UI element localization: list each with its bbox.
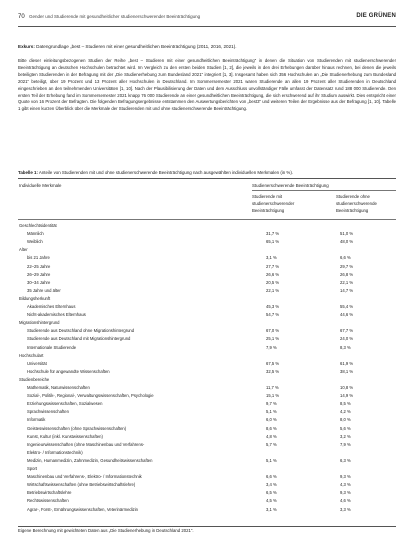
table-row (18, 287, 396, 294)
brand-logo-text: DIE GRÜNEN (356, 13, 396, 19)
row-label: Ingenieurwissenschaften (ohne Maschinenbau und Verfahrens- (27, 441, 145, 447)
table-row (18, 408, 396, 415)
cell-without-impairment: 61,9 % (340, 360, 354, 366)
row-group-label: Studienbereiche (19, 376, 50, 382)
cell-without-impairment: 38,1 % (340, 368, 354, 374)
cell-without-impairment: 67,7 % (340, 328, 354, 334)
cell-with-impairment: 5,1 % (266, 409, 277, 415)
row-label: Wirtschaftswissenschaften (ohne Betriebswirtschaftslehre) (27, 482, 136, 488)
column-header-with-impairment: Studierende mit studienerschwerender Beeinträchtigung (252, 194, 295, 213)
table-row (18, 481, 396, 488)
exkurs-heading (18, 43, 396, 50)
table-row (18, 352, 396, 359)
row-label: Internationale Studierende (27, 344, 77, 350)
table-row (18, 425, 396, 432)
cell-without-impairment: 55,4 % (340, 304, 354, 309)
table-caption-text: Anteile von Studierenden mit und ohne studienerschwerende Beeinträchtigung nach ausgewählten individuellen Merkmalen (in %). (38, 170, 294, 175)
row-group-label: Geschlechtsidentität (19, 223, 57, 228)
row-label: Studierende aus Deutschland ohne Migrationshintergrund (27, 328, 135, 334)
cell-with-impairment: 65,1 % (266, 239, 280, 245)
table-row (18, 376, 396, 383)
row-label: Mathematik, Naturwissenschaften (27, 385, 90, 390)
cell-with-impairment: 3,1 % (266, 506, 277, 512)
cell-with-impairment: 9,7 % (266, 401, 277, 407)
cell-with-impairment: 3,1 % (266, 255, 277, 261)
cell-without-impairment: 48,0 % (340, 239, 354, 245)
row-group-label: Alter (19, 247, 28, 253)
cell-with-impairment: 31,7 % (266, 231, 280, 237)
row-label: Universität (27, 360, 47, 366)
table-row (18, 222, 396, 229)
cell-without-impairment: 9,3 % (340, 490, 351, 496)
row-label: Studierende aus Deutschland mit Migrationshintergrund (27, 336, 131, 342)
cell-without-impairment: 9,3 % (340, 474, 351, 480)
cell-without-impairment: 3,3 % (340, 506, 351, 512)
row-label: Akademisches Elternhaus (27, 304, 76, 309)
cell-with-impairment: 67,0 % (266, 328, 280, 334)
cell-without-impairment: 29,7 % (340, 263, 354, 269)
cell-with-impairment: 22,1 % (266, 287, 280, 293)
table-row (18, 295, 396, 302)
table-row (18, 392, 396, 399)
table-row (18, 254, 396, 261)
table-row (18, 433, 396, 440)
row-label: 30–34 Jahre (27, 279, 51, 285)
header-rule (18, 26, 396, 27)
table-row (18, 344, 396, 351)
table-row (18, 279, 396, 286)
column-header-without-impairment: Studierende ohne studienerschwerende Beeinträchtigung (336, 194, 377, 213)
cell-without-impairment: 3,2 % (340, 433, 351, 439)
row-label: Geisteswissenschaften (ohne Sprachwissenschaften) (27, 425, 127, 431)
cell-without-impairment: 22,1 % (340, 279, 354, 285)
row-label: 26–29 Jahre (27, 271, 51, 277)
cell-without-impairment: 6,6 % (340, 255, 351, 261)
table-row (18, 335, 396, 342)
cell-without-impairment: 44,6 % (340, 312, 354, 318)
cell-with-impairment: 26,6 % (266, 271, 280, 277)
table-row (18, 506, 396, 513)
table-row (18, 303, 396, 310)
row-label: Erziehungswissenschaften, Sozialwesen (27, 401, 103, 407)
cell-with-impairment: 27,7 % (266, 263, 280, 269)
exkurs-label: Exkurs: (18, 44, 35, 49)
page-number: 70 (18, 14, 25, 20)
table-caption (18, 170, 396, 176)
cell-without-impairment: 8,5 % (340, 401, 351, 407)
row-label: Nicht-akademisches Elternhaus (27, 312, 86, 318)
exkurs-text: Datengrundlage „best – Studieren mit einer gesundheitlichen Beeinträchtigung (2011, 2016, 2021). (36, 44, 237, 49)
running-title: Gender und Studierende mit gesundheitlicher studienerschwerender Beeinträchtigung (29, 14, 201, 19)
column-group-header: Studienerschwerende Beeinträchtigung (252, 183, 329, 188)
table-row (18, 311, 396, 318)
table-row (18, 449, 396, 456)
row-label: Betriebswirtschaftslehre (27, 490, 72, 496)
table-row (18, 473, 396, 480)
data-table (18, 178, 396, 527)
running-header (18, 13, 396, 23)
table-row (18, 489, 396, 496)
column-header-merkmale: Individuelle Merkmale (19, 183, 62, 188)
footnote-rule (18, 526, 396, 527)
row-group-label: Bildungsherkunft (19, 295, 51, 301)
table-row (18, 238, 396, 245)
table-row (18, 368, 396, 375)
cell-with-impairment: 54,7 % (266, 312, 280, 318)
table-header-rule (18, 219, 396, 220)
row-label: Rechtswissenschaften (27, 498, 69, 504)
table-row (18, 465, 396, 472)
cell-without-impairment: 14,7 % (340, 287, 354, 293)
cell-with-impairment: 4,5 % (266, 498, 277, 504)
cell-with-impairment: 7,9 % (266, 344, 277, 350)
cell-without-impairment: 8,0 % (340, 417, 351, 423)
table-row (18, 360, 396, 367)
table-row (18, 327, 396, 334)
row-group-label: Migrationshintergrund (19, 320, 60, 326)
body-paragraph: Bitte dieser einleitungsbezogenen Studien der Reihe „best – Studieren mit einer gesundheitlichen Beeinträchtigung“ in denen die Situation von Studierenden mit studienerschwerender Beeinträchtigung an deutschen Hochschulen betrachtet wird. Im Vergleich zu den ersten beiden Studien [1, 2], die jeweils in den drei Erhebungen darüber hinaus rechnen, bei denen die jeweils beteiligten Studierenden in der Befragung mit der „Die Studienerhebung zum Bundesland 2021“ integriert [1, 3]. Insgesamt haben sich 356 Hochschulen an „Die Studienerhebung zum Bundesland 2021“ beteiligt, über 19 Prozent und 13 Prozent aller Hochschulen in Deutschland. Im Sommersemester 2021 waren Studierende an allen 19 Prozent aller Studierenden in Deutschland eingeschrieben an den teilnehmenden Universitäten [1, 10]. Nach der Plausibilisierung der Daten und dem Ausschluss unvollständiger Fälle umfasst der Datensatz rund 188 000 Studierende. Den ersten Teil der Erhebung fand im Sommersemester 2021 knapp 76 000 Studierende an einer gesundheitlichen Beeinträchtigung, die sich erschwerend auf ihr Studium auswirkt. Dies entspricht einer Quote von 16 Prozent der Befragten. Die folgenden Befragungsergebnisse entstammen den Auswertungsberichten von „best3“ und weiteren Teilen der Ergebnisse aus der Befragung [1, 10]. Tabelle 1 gibt einen kurzen Überblick über die Merkmale der Studierenden mit und ohne studienerschwerende Beeinträchtigung. (18, 58, 396, 112)
cell-with-impairment: 25,1 % (266, 336, 280, 342)
row-label: Sprachwissenschaften (27, 409, 69, 415)
row-label: Agrar-, Forst-, Ernährungswissenschaften, Veterinärmedizin (27, 506, 139, 512)
cell-without-impairment: 7,9 % (340, 441, 351, 447)
cell-without-impairment: 51,0 % (340, 231, 354, 237)
cell-with-impairment: 6,5 % (266, 490, 277, 496)
group-header-rule (252, 190, 396, 191)
cell-with-impairment: 8,6 % (266, 425, 277, 431)
cell-without-impairment: 8,3 % (340, 344, 351, 350)
cell-with-impairment: 67,5 % (266, 360, 280, 366)
table-row (18, 319, 396, 326)
cell-with-impairment: 11,7 % (266, 385, 279, 390)
table-footnote: Eigene Berechnung mit gewichteten Daten aus „Die Studienerhebung in Deutschland 2021“. (18, 528, 194, 533)
cell-without-impairment: 14,9 % (340, 393, 354, 399)
row-label: Hochschule für angewandte Wissenschaften (27, 368, 110, 374)
cell-without-impairment: 4,3 % (340, 482, 351, 488)
cell-with-impairment: 5,7 % (266, 441, 277, 447)
cell-without-impairment: 4,2 % (340, 409, 351, 415)
row-label: Elektro- / Informationstechnik) (27, 449, 83, 455)
table-row (18, 384, 396, 391)
row-label: Kunst, Kultur (inkl. Kunstwissenschaften) (27, 433, 103, 439)
table-row (18, 441, 396, 448)
row-label: Sport (27, 466, 38, 471)
table-row (18, 400, 396, 407)
cell-with-impairment: 15,1 % (266, 393, 280, 399)
cell-with-impairment: 3,4 % (266, 482, 277, 488)
cell-without-impairment: 6,3 % (340, 457, 351, 463)
row-group-label: Hochschulart (19, 352, 44, 358)
cell-with-impairment: 6,0 % (266, 417, 277, 423)
cell-with-impairment: 4,8 % (266, 433, 277, 439)
table-row (18, 246, 396, 253)
row-label: Maschinenbau und Verfahrens-, Elektro- / Informationstechnik (27, 474, 142, 480)
row-label: Weiblich (27, 239, 43, 245)
row-label: 35 Jahre und älter (27, 287, 61, 293)
cell-with-impairment: 20,5 % (266, 279, 280, 285)
cell-without-impairment: 5,6 % (340, 425, 351, 431)
cell-without-impairment: 24,0 % (340, 336, 354, 342)
cell-with-impairment: 6,6 % (266, 474, 277, 480)
table-row (18, 457, 396, 464)
table-row (18, 230, 396, 237)
table-row (18, 271, 396, 278)
cell-with-impairment: 32,5 % (266, 368, 280, 374)
cell-without-impairment: 4,6 % (340, 498, 351, 504)
row-label: Sozial-, Politik-, Regional-, Verwaltungswissenschaften, Psychologie (27, 393, 154, 399)
table-row (18, 497, 396, 504)
table-row (18, 416, 396, 423)
table-caption-label: Tabelle 1: (18, 170, 38, 175)
row-label: Medizin, Humanmedizin, Zahnmedizin, Gesundheitswissenschaften (27, 457, 153, 463)
cell-with-impairment: 45,3 % (266, 304, 280, 309)
cell-with-impairment: 5,1 % (266, 457, 277, 463)
row-label: Informatik (27, 417, 46, 423)
cell-without-impairment: 10,8 % (340, 385, 354, 390)
table-row (18, 263, 396, 270)
row-label: 22–25 Jahre (27, 263, 51, 269)
cell-without-impairment: 26,8 % (340, 271, 354, 277)
row-label: bis 21 Jahre (27, 255, 50, 261)
row-label: Männlich (27, 231, 44, 237)
